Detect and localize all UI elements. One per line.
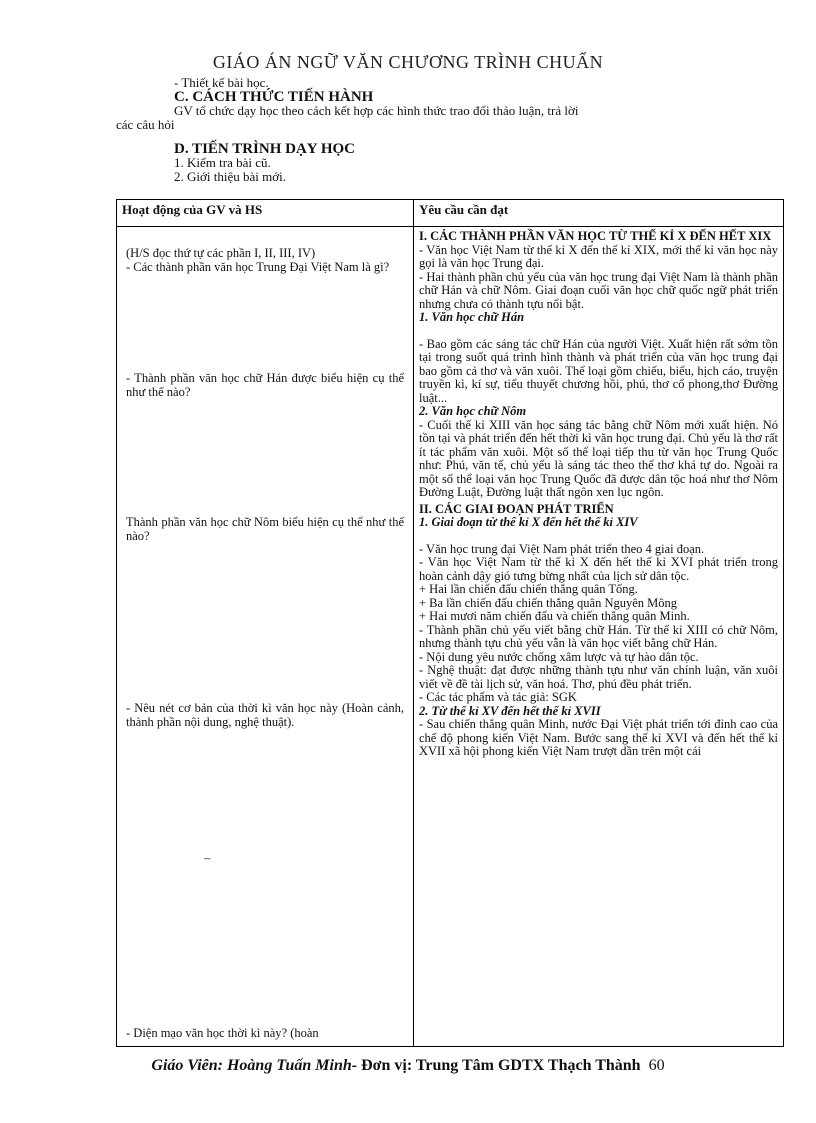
section-c-text-1: GV tổ chức dạy học theo cách kết hợp các hình thức trao đổi thảo luận, trả lời	[174, 103, 579, 118]
page-header	[0, 44, 816, 72]
paragraph: - Thành phần chủ yếu viết bằng chữ Hán. Từ thế kỉ XIII có chữ Nôm, nhưng thành tựu chủ yếu vẫn là văn học viết bằng chữ Hán.	[419, 622, 778, 650]
page-number: 60	[648, 1057, 665, 1074]
paragraph: - Văn học Việt Nam từ thế kỉ X đến hết thế kỉ XVI phát triển trong hoàn cảnh dậy gió tưng bừng nhất của lịch sử dân tộc.	[419, 555, 778, 583]
table-row	[117, 227, 784, 1047]
dash-mark: –	[204, 851, 211, 865]
section-d-item-1: 1. Kiểm tra bài cũ.	[174, 155, 271, 170]
footer-teacher: Giáo Viên: Hoàng Tuấn Minh-	[151, 1057, 358, 1074]
page-footer	[0, 1057, 816, 1075]
paragraph: - Sau chiến thắng quân Minh, nước Đại Việt phát triển tới đỉnh cao của chế độ phong kiến Việt Nam. Bước sang thế kỉ XVI và đến hết thế kỉ XVII xã hội phong kiến Việt Nam trượt dần trên một cái	[419, 717, 778, 758]
paragraph: - Các tác phẩm và tác giả: SGK	[419, 690, 577, 704]
subsection-heading: 2. Văn học chữ Nôm	[419, 404, 527, 418]
question-1: (H/S đọc thứ tự các phần I, II, III, IV)	[126, 246, 316, 260]
paragraph: - Nghệ thuật: đạt được những thành tựu như văn chính luận, văn xuôi viết về đề tài lịch sử, văn hoá. Thơ, phú đều phát triển.	[419, 663, 778, 691]
subsection-heading: 2. Từ thế kỉ XV đến hết thế kỉ XVII	[419, 703, 601, 718]
paragraph: - Nội dung yêu nước chống xâm lược và tự hào dân tộc.	[419, 649, 699, 664]
paragraph: - Cuối thế kỉ XIII văn học sáng tác bằng chữ Nôm mới xuất hiện. Nó tồn tại và phát triển đến hết thời kì văn học trung đại. Chủ yếu là thơ rất ít tác phẩm văn xuôi. Một số thể loại tiếp thu từ văn học Trung Quốc như: Phú, văn tế, chủ yếu là sáng tác theo thể thơ khá tự do. Ngoài ra một số thể loại văn học Trung Quốc đã được dân tộc hoá như thơ Nôm Đường Luật, Đường luật thất ngôn xen lục ngôn.	[419, 417, 778, 499]
section-d-item-2: 2. Giới thiệu bài mới.	[174, 169, 286, 184]
intro-bullet: - Thiết kế bài học.	[174, 75, 269, 90]
table-header-row	[117, 200, 784, 227]
lesson-table	[116, 199, 784, 1047]
footer-unit: Đơn vị: Trung Tâm GDTX Thạch Thành	[357, 1057, 641, 1074]
intro-section	[116, 76, 776, 184]
header-title: GIÁO ÁN NGỮ VĂN CHƯƠNG TRÌNH CHUẨN	[212, 52, 604, 72]
paragraph: + Hai mươi năm chiến đấu và chiến thắng quân Minh.	[419, 609, 690, 623]
paragraph: + Hai lần chiến đấu chiến thắng quân Tống.	[419, 582, 638, 596]
question-3: Thành phần văn học chữ Nôm biểu hiện cụ thể như thế nào?	[126, 515, 404, 543]
subsection-heading: 1. Văn học chữ Hán	[419, 310, 525, 324]
table-header-requirements: Yêu cầu cần đạt	[414, 200, 784, 227]
subsection-heading: 1. Giai đoạn từ thế kỉ X đến hết thế kỉ XIV	[419, 515, 638, 529]
section-c-heading: C. CÁCH THỨC TIẾN HÀNH	[174, 89, 374, 105]
question-1b: - Các thành phần văn học Trung Đại Việt Nam là gì?	[126, 260, 390, 274]
section-1-heading: I. CÁC THÀNH PHẦN VĂN HỌC TỪ THẾ KỈ X ĐẾN HẾT XIX	[419, 229, 772, 243]
question-2: - Thành phần văn học chữ Hán được biểu hiện cụ thể như thế nào?	[126, 371, 404, 399]
section-c-text-2: các câu hỏi	[116, 117, 175, 132]
paragraph: - Hai thành phần chủ yếu của văn học trung đại Việt Nam là thành phần chữ Hán và chữ Nôm. Giai đoạn cuối văn học chữ quốc ngữ phát triển nhưng chưa có thành tựu nổi bật.	[419, 269, 778, 311]
paragraph: - Văn học trung đại Việt Nam phát triển theo 4 giai đoạn.	[419, 541, 705, 556]
activities-cell	[117, 227, 414, 1047]
question-5: - Diện mạo văn học thời kì này? (hoàn	[126, 1026, 319, 1040]
requirements-cell	[414, 227, 784, 1047]
section-d-heading: D. TIẾN TRÌNH DẠY HỌC	[174, 141, 356, 157]
paragraph: - Bao gồm các sáng tác chữ Hán của người Việt. Xuất hiện rất sớm tồn tại trong suốt quá trình hình thành và phát triển của văn học trung đại bao gồm cả thơ và văn xuôi. Thể loại gồm chiếu, biểu, hịch cáo, truyện truyền kì, kí sự, tiểu thuyết chương hồi, phú, thơ cổ phong,thơ Đường luật...	[419, 336, 778, 405]
table-header-activities: Hoạt động của GV và HS	[117, 200, 414, 227]
question-4: - Nêu nét cơ bản của thời kì văn học này (Hoàn cảnh, thành phần nội dung, nghệ thuật).	[126, 701, 404, 729]
paragraph: + Ba lần chiến đấu chiến thắng quân Nguyên Mông	[419, 595, 678, 610]
section-2-heading: II. CÁC GIAI ĐOẠN PHÁT TRIỂN	[419, 501, 614, 516]
paragraph: - Văn học Việt Nam từ thế kỉ X đến thế kỉ XIX, mới thế kỉ văn học này gọi là văn học Trung đại.	[419, 242, 778, 270]
